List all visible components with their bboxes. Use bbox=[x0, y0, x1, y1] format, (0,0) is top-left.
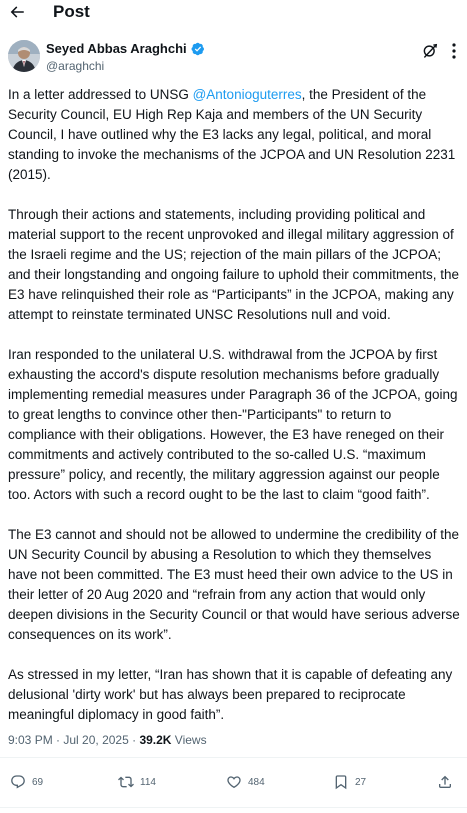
top-bar bbox=[0, 0, 467, 26]
reply-count: 69 bbox=[32, 776, 44, 788]
name-row bbox=[46, 41, 205, 57]
reply-icon bbox=[10, 774, 26, 790]
post-text-segment: In a letter addressed to UNSG bbox=[8, 87, 193, 102]
post-paragraph bbox=[8, 85, 460, 185]
avatar[interactable] bbox=[8, 40, 40, 72]
heart-icon bbox=[226, 774, 242, 790]
post-author bbox=[8, 40, 459, 74]
bookmark-count: 27 bbox=[355, 776, 367, 788]
page-title: Post bbox=[53, 2, 90, 21]
repost-button[interactable] bbox=[118, 770, 156, 794]
author-name[interactable]: Seyed Abbas Araghchi bbox=[46, 41, 187, 56]
bookmark-icon bbox=[333, 774, 349, 790]
bookmark-button[interactable] bbox=[333, 770, 366, 794]
more-icon bbox=[452, 43, 456, 59]
post-meta bbox=[8, 731, 207, 749]
repost-count: 114 bbox=[140, 776, 156, 788]
arrow-left-icon bbox=[8, 3, 26, 21]
verified-badge-icon bbox=[191, 42, 205, 56]
meta-separator: · bbox=[128, 733, 140, 747]
post-paragraph: As stressed in my letter, “Iran has shown that it is capable of defeating any delusional 'dirty work' but has always been prepared to reciprocate meaningful diplomacy in good faith”. bbox=[8, 667, 453, 722]
author-handle[interactable]: @araghchi bbox=[46, 59, 105, 73]
grok-icon[interactable] bbox=[421, 42, 439, 60]
back-button[interactable] bbox=[6, 1, 28, 23]
share-icon[interactable] bbox=[437, 774, 453, 790]
post-time[interactable]: 9:03 PM bbox=[8, 733, 53, 747]
mention-link[interactable]: @Antonioguterres bbox=[192, 87, 302, 102]
action-bar bbox=[0, 770, 467, 794]
divider bbox=[0, 757, 467, 758]
like-count: 484 bbox=[248, 776, 265, 788]
post-text-segment: , the President of the Security Council, EU High Rep Kaja and members of the UN Security Council, I have outlined why the E3 lacks any legal, political, and moral standing to invoke the mechanisms of the JCPOA and UN Resolution 2231 (2015). bbox=[8, 87, 456, 182]
repost-icon bbox=[118, 774, 134, 790]
views-label: Views bbox=[171, 733, 207, 747]
more-button[interactable] bbox=[446, 42, 462, 60]
views-count: 39.2K bbox=[139, 733, 172, 747]
post-paragraph: Iran responded to the unilateral U.S. withdrawal from the JCPOA by first exhausting the accord's dispute resolution mechanisms before gradually implementing remedial measures under Paragraph 36 of the JCPOA, going to great lengths to convince other then-"Participants" to return to compliance with their obligations. However, the E3 have reneged on their commitments and actively contributed to the so-called U.S. “maximum pressure” policy, and recently, the military aggression against our people too. Actors with such a record ought to be the last to claim “good faith”. bbox=[8, 347, 458, 502]
post-paragraph: Through their actions and statements, including providing political and material support to the recent unprovoked and illegal military aggression of the Israeli regime and the US; rejection of the main pillars of the JCPOA; and their longstanding and ongoing failure to uphold their commitments, the E3 have relinquished their role as “Participants” in the JCPOA, making any attempt to reinstate terminated UNSC Resolutions null and void. bbox=[8, 207, 460, 322]
meta-separator: · bbox=[52, 733, 64, 747]
divider bbox=[0, 807, 467, 808]
post-text bbox=[8, 85, 460, 745]
post-date[interactable]: Jul 20, 2025 bbox=[63, 733, 129, 747]
reply-button[interactable] bbox=[10, 770, 43, 794]
like-button[interactable] bbox=[226, 770, 265, 794]
post-paragraph: The E3 cannot and should not be allowed to undermine the credibility of the UN Security Council by abusing a Resolution to which they themselves have not been committed. The E3 must heed their own advice to the US in their letter of 20 Aug 2020 and “refrain from any action that would only deepen divisions in the Security Council or that would have serious adverse consequences on its work”. bbox=[8, 527, 460, 642]
